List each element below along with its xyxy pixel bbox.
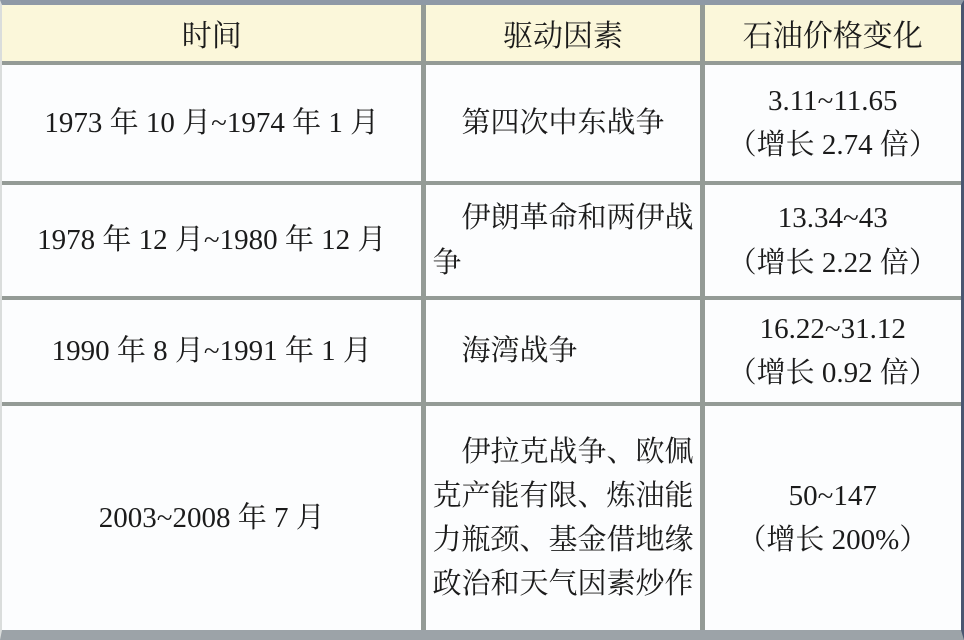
cell-driver-fourth-mideast-war xyxy=(424,63,702,183)
table-body xyxy=(2,63,961,630)
driver-text: 第四次中东战争 xyxy=(461,106,665,139)
price-range: 13.34~43 xyxy=(777,202,888,235)
price-range: 3.11~11.65 xyxy=(768,84,898,117)
header-row xyxy=(2,5,961,63)
cell-price-row1 xyxy=(702,63,961,183)
cell-time-2003: 2003~2008 年 7 月 xyxy=(2,404,424,630)
cell-price-row3 xyxy=(702,298,961,404)
cell-driver-gulf-war xyxy=(424,298,702,404)
driver-text: 伊朗革命和两伊战争 xyxy=(432,202,694,279)
oil-price-history-table xyxy=(2,5,961,630)
table-row xyxy=(2,404,961,630)
header-cell-time: 时间 xyxy=(2,5,424,63)
cell-price-row4 xyxy=(702,404,961,630)
driver-text: 伊拉克战争、欧佩克产能有限、炼油能力瓶颈、基金借地缘政治和天气因素炒作 xyxy=(432,435,694,601)
table-header xyxy=(2,5,961,63)
cell-time-1978: 1978 年 12 月~1980 年 12 月 xyxy=(2,183,424,298)
cell-time-1973: 1973 年 10 月~1974 年 1 月 xyxy=(2,63,424,183)
header-cell-driver: 驱动因素 xyxy=(424,5,702,63)
cell-driver-iraq-war-multi-factor xyxy=(424,404,702,630)
price-change: （增长 2.74 倍） xyxy=(727,129,938,161)
price-change: （增长 200%） xyxy=(737,524,929,556)
price-range: 16.22~31.12 xyxy=(759,312,906,345)
table-row xyxy=(2,298,961,404)
table-row xyxy=(2,63,961,183)
price-change: （增长 2.22 倍） xyxy=(727,246,938,279)
header-cell-price-change: 石油价格变化 xyxy=(702,5,961,63)
driver-text: 海湾战争 xyxy=(461,334,578,367)
cell-driver-iran-revolution xyxy=(424,183,702,298)
table-row xyxy=(2,183,961,298)
price-change: （增长 0.92 倍） xyxy=(727,357,938,389)
price-range: 50~147 xyxy=(788,479,877,512)
cell-price-row2 xyxy=(702,183,961,298)
cell-time-1990: 1990 年 8 月~1991 年 1 月 xyxy=(2,298,424,404)
